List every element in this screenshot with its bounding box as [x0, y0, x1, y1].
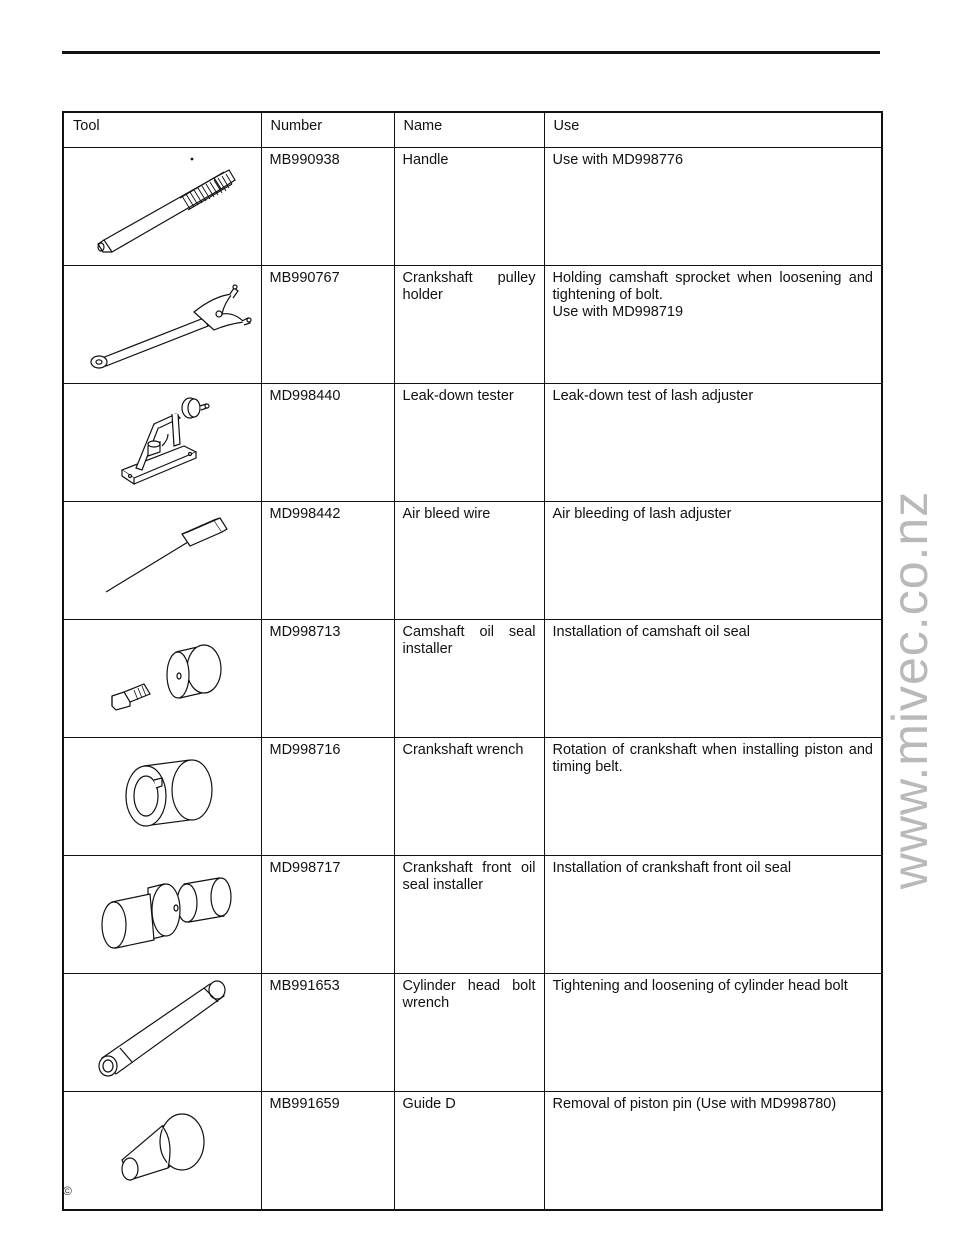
crankshaft-wrench-icon [64, 738, 262, 851]
tool-name: Leak-down tester [394, 384, 544, 502]
tool-use-line: Use with MD998776 [552, 152, 684, 168]
tool-number: MD998713 [261, 620, 394, 738]
top-rule [62, 51, 880, 54]
tool-image-cell [63, 148, 261, 266]
header-use: Use [544, 112, 882, 148]
header-name: Name [394, 112, 544, 148]
watermark: www.mivec.co.nz [882, 490, 938, 890]
tool-number: MD998440 [261, 384, 394, 502]
tool-name: Crankshaft front oil seal installer [394, 856, 544, 974]
tool-use [544, 148, 882, 266]
tool-name: Air bleed wire [394, 502, 544, 620]
tool-use [544, 384, 882, 502]
tool-name: Crankshaft pulley holder [394, 266, 544, 384]
air-bleed-wire-icon [64, 502, 262, 615]
tool-image-cell [63, 502, 261, 620]
tool-use-line: Installation of crankshaft front oil seal [552, 860, 792, 876]
tool-name: Handle [394, 148, 544, 266]
tool-use [544, 620, 882, 738]
tool-use-line: Rotation of crankshaft when installing piston and timing belt. [552, 742, 873, 775]
tool-number: MB990938 [261, 148, 394, 266]
special-tools-table [62, 111, 883, 1211]
tool-use [544, 502, 882, 620]
guide-d-icon [64, 1092, 262, 1205]
tool-use-line: Tightening and loosening of cylinder head bolt [552, 978, 848, 994]
table-row [63, 1092, 882, 1211]
tool-number: MB991653 [261, 974, 394, 1092]
tool-image-cell [63, 738, 261, 856]
header-number: Number [261, 112, 394, 148]
tool-image-cell [63, 974, 261, 1092]
table-row [63, 856, 882, 974]
table-header-row [63, 112, 882, 148]
tool-image-cell [63, 266, 261, 384]
front-seal-installer-icon [64, 856, 262, 969]
tool-use [544, 974, 882, 1092]
tool-use-line: Removal of piston pin (Use with MD998780) [552, 1096, 837, 1112]
head-bolt-wrench-icon [64, 974, 262, 1087]
camshaft-seal-installer-icon [64, 620, 262, 733]
tool-name: Camshaft oil seal installer [394, 620, 544, 738]
tool-image-cell [63, 856, 261, 974]
table-row [63, 738, 882, 856]
table-row [63, 384, 882, 502]
tool-name: Cylinder head bolt wrench [394, 974, 544, 1092]
table-row [63, 974, 882, 1092]
tool-use [544, 856, 882, 974]
tool-image-cell [63, 1092, 261, 1211]
leak-down-tester-icon [64, 384, 262, 497]
tool-use-line: Use with MD998719 [552, 304, 684, 320]
tool-use [544, 266, 882, 384]
table-row [63, 148, 882, 266]
header-tool: Tool [63, 112, 261, 148]
tool-name: Crankshaft wrench [394, 738, 544, 856]
tool-use-line: Installation of camshaft oil seal [552, 624, 750, 640]
table-row [63, 620, 882, 738]
table-row [63, 266, 882, 384]
tool-use-line: Holding camshaft sprocket when loosening and tightening of bolt. [552, 270, 873, 303]
tool-use-line: Leak-down test of lash adjuster [552, 388, 754, 404]
tool-image-cell [63, 620, 261, 738]
tool-number: MB991659 [261, 1092, 394, 1211]
handle-tool-icon [64, 148, 262, 261]
tool-use [544, 738, 882, 856]
pulley-holder-tool-icon [64, 266, 262, 379]
tool-image-cell [63, 384, 261, 502]
tool-number: MB990767 [261, 266, 394, 384]
tool-number: MD998442 [261, 502, 394, 620]
tool-name: Guide D [394, 1092, 544, 1211]
tool-number: MD998716 [261, 738, 394, 856]
tool-use-line: Air bleeding of lash adjuster [552, 506, 732, 522]
copyright-mark: © [63, 1184, 72, 1198]
table-row [63, 502, 882, 620]
tool-use [544, 1092, 882, 1211]
tool-number: MD998717 [261, 856, 394, 974]
